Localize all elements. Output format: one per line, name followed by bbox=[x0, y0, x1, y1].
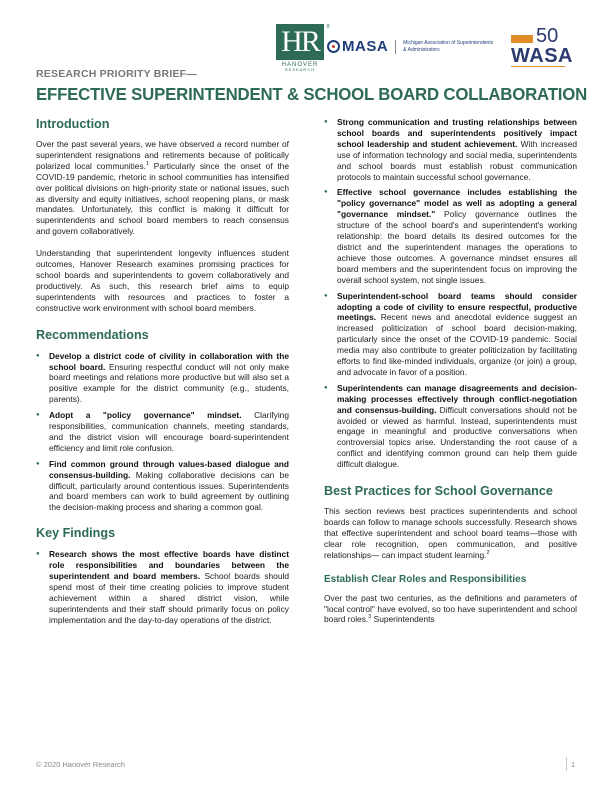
roles-subheading: Establish Clear Roles and Responsibilities bbox=[324, 573, 527, 585]
masa-logo bbox=[327, 38, 495, 55]
intro-paragraph-1: Over the past several years, we have observed a record number of superintendent resignations and retirements because of politically polarized local communities.$^1$ Particularly since the onset of the COVID-19 pandemic, rhetoric in school communities has intensified over political divisions on high-priority state or national issues, such as diversity and equity initiatives, school reopening plans, or mask mandates. Unfortunately, this conflict is making it difficult for superintendents and school board members to reach consensus and govern collaboratively. bbox=[36, 139, 289, 237]
page-title: EFFECTIVE SUPERINTENDENT & SCHOOL BOARD COLLABORATION bbox=[36, 84, 588, 104]
roles-paragraph: Over the past two centuries, as the definitions and parameters of "local control" have evolved, so too have superintendent and school board roles.$^3$ Superintendents bbox=[324, 592, 577, 625]
masa-subtitle: Michigan Association of Superintendents & Administrators bbox=[403, 40, 494, 53]
list-item: ● Superintendent-school board teams should consider adopting a code of civility to ensure respectful, productive meetings. Recent news and anecdotal evidence suggest an increased politicization of school board decision-making, particularly since the onset of the COVID-19 pandemic. Social media may also contribute to greater politicization by facilitating efforts to find like-minded individuals, organize (or join) a group, and advocate in favor of a position. bbox=[324, 291, 577, 378]
hanover-logo-name: HANOVER bbox=[281, 62, 319, 68]
hanover-logo-sub: RESEARCH bbox=[284, 67, 316, 72]
list-item: ● Find common ground through values-based dialogue and consensus-building. Making collaborative decisions can be difficult, particularly around contentious issues. Superintendents and board members can work to build agreement by outlining the decision-making process and sharing a common goal. bbox=[36, 459, 289, 514]
list-item: ● Adopt a "policy governance" mindset. Clarifying responsibilities, communication channels, meeting standards, and the district vision will encourage board-superintendent efficiency and limit role confusion. bbox=[36, 410, 289, 454]
list-item: ● Develop a district code of civility in collaboration with the school board. Ensuring respectful conduct will not only make board meetings and relations more productive but will also set a positive example for the district community (e.g., students, parents). bbox=[36, 351, 289, 406]
masa-wordmark: MASA bbox=[342, 38, 389, 55]
hr-logo-mark: HR bbox=[276, 24, 324, 60]
registered-icon: ® bbox=[326, 24, 330, 30]
recommendations-heading: Recommendations bbox=[36, 327, 149, 342]
list-item: ● Strong communication and trusting relationships between school boards and superintendents positively impact school leadership and student achievement. With increased use of information technology and social media, superintendents and school boards must establish robust communication protocols to maintain successful school governance. bbox=[324, 117, 577, 182]
wasa-50-logo bbox=[511, 25, 573, 74]
key-findings-heading: Key Findings bbox=[36, 526, 116, 541]
footnote-ref[interactable]: 3 bbox=[368, 614, 372, 621]
list-item: ● Superintendents can manage disagreements and decision-making processes effectively through conflict-negotiation and consensus-building. Difficult conversations should not be avoided or viewed as harmful. Instead, superintendents must engage in meaningful and productive conversations when controversial topics arise. Understanding the root cause of a conflict and identifying common ground can help them guide difficult dialogue. bbox=[324, 383, 577, 470]
copyright-footer: © 2020 Hanover Research bbox=[36, 760, 125, 769]
page-number-divider bbox=[566, 757, 567, 771]
list-item: ● Effective school governance includes establishing the "policy governance" model as well as adopting a general "governance mindset." Policy governance outlines the structure of the school board's and superintendent's working relationship: the board details its desired outcomes for the district and the superintendent manages the operations to achieve those outcomes. A governance mindset ensures all board members and the superintendent focus on improving the overall school system, not single issues. bbox=[324, 187, 577, 285]
footnote-ref[interactable]: 2 bbox=[486, 549, 490, 556]
left-column bbox=[36, 116, 289, 626]
hanover-research-logo bbox=[276, 24, 330, 76]
key-findings-list-continued bbox=[324, 117, 577, 470]
wasa-stripe-decoration bbox=[511, 35, 533, 43]
wasa-anniversary-number: 50 bbox=[536, 25, 559, 47]
best-practices-heading: Best Practices for School Governance bbox=[324, 484, 553, 499]
footnote-ref[interactable]: 1 bbox=[145, 161, 150, 168]
recommendations-list bbox=[36, 351, 289, 514]
intro-heading: Introduction bbox=[36, 117, 110, 131]
list-item: ● Research shows the most effective boards have distinct role responsibilities and boundaries between the superintendent and board members. School boards should spend most of their time creating policies to improve student achievement within a shared district vision, while superintendents and their staff should primarily focus on policy implementation and the day-to-day operations of the district. bbox=[36, 549, 289, 625]
wasa-wordmark: WASA bbox=[511, 45, 573, 67]
best-practices-paragraph: This section reviews best practices superintendents and school boards can follow to manage schools successfully. Research shows that effective superintendent and school board teams—those with clear role recognition, open communication, and positive relationships— can impact student learning.$^2$ bbox=[324, 506, 577, 560]
masa-divider bbox=[395, 40, 396, 54]
masa-circle-icon bbox=[327, 40, 340, 53]
brief-kicker: RESEARCH PRIORITY BRIEF— bbox=[36, 68, 197, 80]
right-column bbox=[324, 117, 577, 625]
page-number: 1 bbox=[571, 760, 576, 769]
key-findings-list bbox=[36, 549, 289, 625]
intro-paragraph-2: Understanding that superintendent longevity influences student outcomes, Hanover Research examines promising practices for school boards and superintendents to govern collaboratively and productively. As such, this research brief aims to equip superintendents with resources and practices to foster a constructive work environment with school board members. bbox=[36, 248, 289, 313]
